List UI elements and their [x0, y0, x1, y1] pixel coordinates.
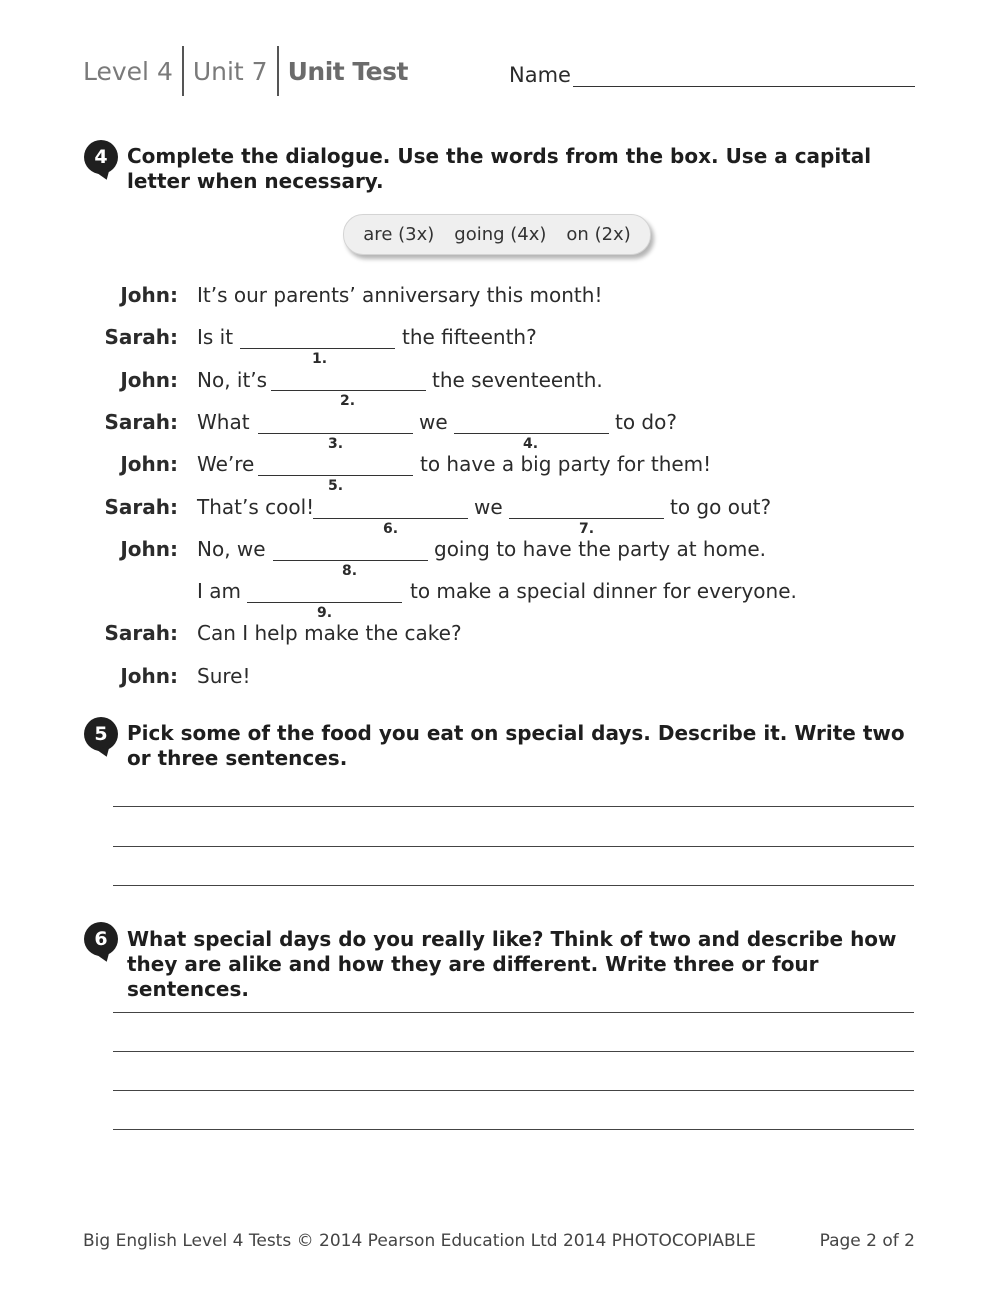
- dialogue-text: the fifteenth?: [402, 325, 537, 349]
- dialogue-text: we: [474, 495, 503, 519]
- word-box: [343, 214, 651, 255]
- speaker: Sarah:: [104, 621, 178, 645]
- speaker: Sarah:: [104, 325, 178, 349]
- dialogue-text: to do?: [615, 410, 677, 434]
- answer-blank[interactable]: [509, 518, 664, 519]
- blank-number: 8.: [342, 563, 358, 579]
- page-number: Page 2 of 2: [819, 1231, 915, 1251]
- dialogue-text: That’s cool!: [197, 495, 315, 519]
- writing-line[interactable]: [113, 846, 914, 847]
- dialogue-text: What: [197, 410, 250, 434]
- blank-number: 5.: [328, 478, 344, 494]
- blank-number: 1.: [312, 351, 328, 367]
- answer-blank[interactable]: [240, 348, 395, 349]
- question-4-instruction: Complete the dialogue. Use the words from the box. Use a capital letter when necessary.: [127, 144, 872, 193]
- blank-number: 7.: [579, 521, 595, 537]
- writing-line[interactable]: [113, 885, 914, 886]
- question-6-badge: 6: [84, 922, 118, 956]
- answer-blank[interactable]: [273, 560, 428, 561]
- dialogue-text: No, it’s: [197, 368, 268, 392]
- dialogue-text: Can I help make the cake?: [197, 621, 462, 645]
- test-title: Unit Test: [287, 56, 408, 86]
- dialogue-text: to make a special dinner for everyone.: [410, 579, 797, 603]
- dialogue-text: Sure!: [197, 664, 251, 688]
- answer-blank[interactable]: [247, 602, 402, 603]
- answer-blank[interactable]: [258, 475, 413, 476]
- dialogue-text: No, we: [197, 537, 266, 561]
- level-label: Level 4: [83, 56, 173, 86]
- writing-line[interactable]: [113, 1012, 914, 1013]
- question-6-instruction: What special days do you really like? Think of two and describe how they are alike and how they are different. Write three or four sentences.: [127, 927, 897, 1001]
- unit-label: Unit 7: [192, 56, 268, 86]
- footer-copyright: Big English Level 4 Tests © 2014 Pearson Education Ltd 2014 PHOTOCOPIABLE: [83, 1231, 756, 1251]
- name-field[interactable]: [573, 86, 915, 87]
- word-box-item: are (3x): [363, 224, 435, 245]
- dialogue-text: to have a big party for them!: [420, 452, 712, 476]
- blank-number: 3.: [328, 436, 344, 452]
- speaker: Sarah:: [104, 495, 178, 519]
- dialogue-text: It’s our parents’ anniversary this month!: [197, 283, 603, 307]
- blank-number: 6.: [383, 521, 399, 537]
- page-header: [83, 46, 417, 96]
- speaker: Sarah:: [104, 410, 178, 434]
- speaker: John:: [120, 537, 178, 561]
- answer-blank[interactable]: [313, 518, 468, 519]
- speaker: John:: [120, 664, 178, 688]
- blank-number: 4.: [523, 436, 539, 452]
- question-4-badge: 4: [84, 140, 118, 174]
- dialogue-text: Is it: [197, 325, 234, 349]
- answer-blank[interactable]: [271, 390, 426, 391]
- writing-line[interactable]: [113, 1129, 914, 1130]
- blank-number: 9.: [317, 605, 333, 621]
- speaker: John:: [120, 452, 178, 476]
- dialogue-text: the seventeenth.: [432, 368, 603, 392]
- dialogue-text: I am: [197, 579, 241, 603]
- name-label: Name: [509, 63, 571, 87]
- writing-line[interactable]: [113, 1090, 914, 1091]
- word-box-item: going (4x): [454, 224, 547, 245]
- dialogue-text: to go out?: [670, 495, 772, 519]
- speaker: John:: [120, 368, 178, 392]
- blank-number: 2.: [340, 393, 356, 409]
- dialogue-text: going to have the party at home.: [434, 537, 766, 561]
- writing-line[interactable]: [113, 806, 914, 807]
- writing-line[interactable]: [113, 1051, 914, 1052]
- question-5-instruction: Pick some of the food you eat on special days. Describe it. Write two or three sentences.: [127, 721, 905, 770]
- answer-blank[interactable]: [454, 433, 609, 434]
- dialogue-text: We’re: [197, 452, 255, 476]
- question-5-badge: 5: [84, 717, 118, 751]
- dialogue-text: we: [419, 410, 448, 434]
- word-box-item: on (2x): [566, 224, 631, 245]
- speaker: John:: [120, 283, 178, 307]
- answer-blank[interactable]: [258, 433, 413, 434]
